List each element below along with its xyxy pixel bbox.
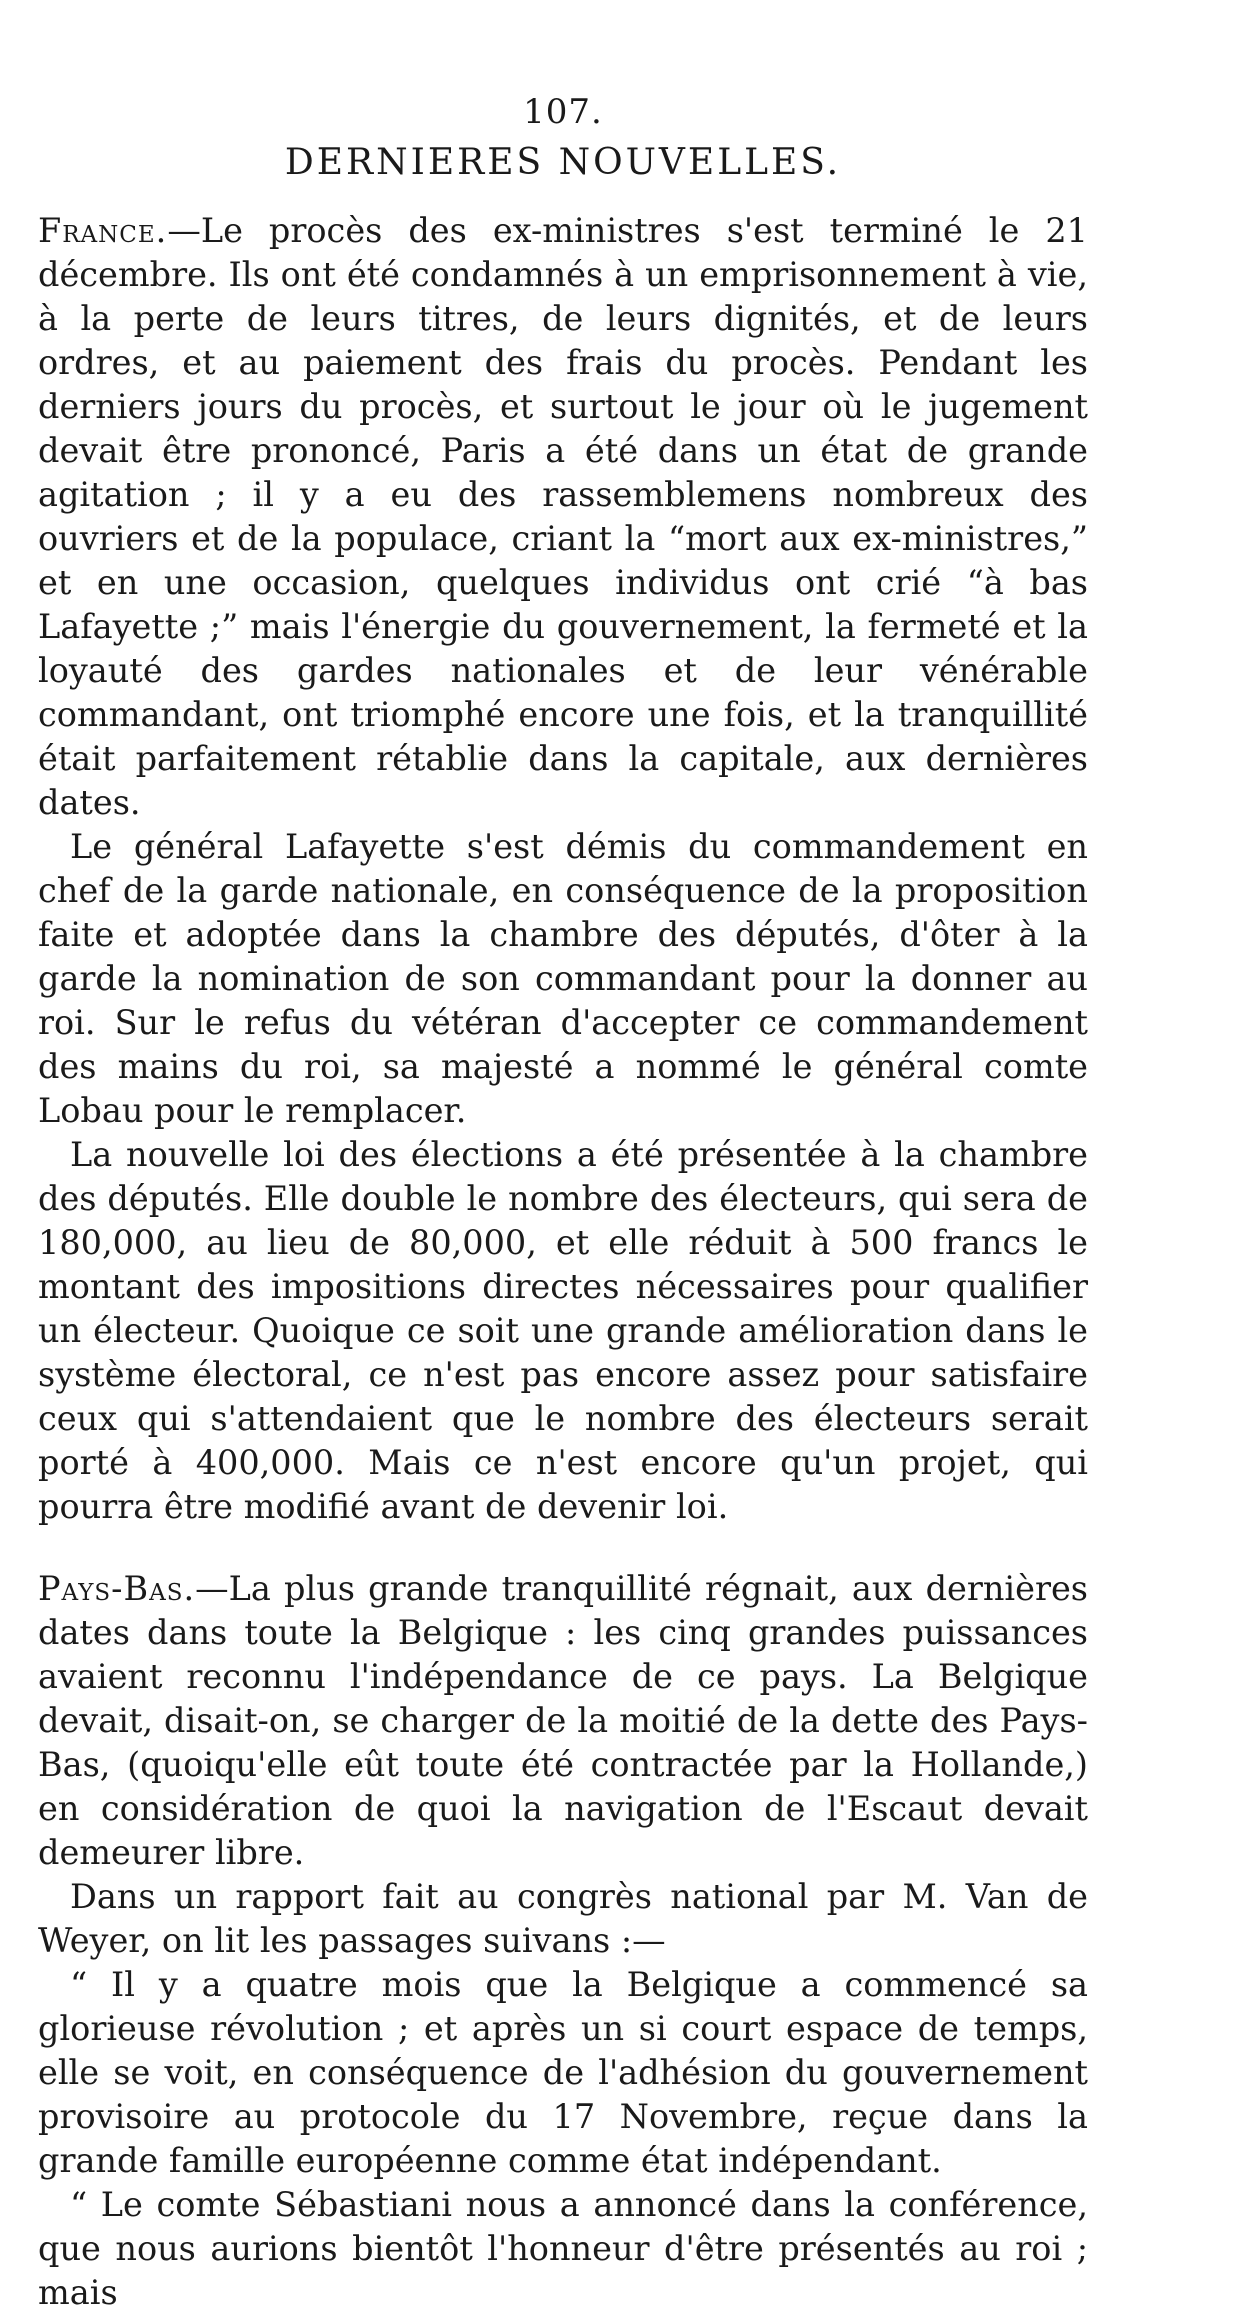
paragraph-france-2: Le général Lafayette s'est démis du commandement en chef de la garde nationale, en conséquence de la proposition faite et adoptée dans la chambre des députés, d'ôter à la garde la nomination de son commandant pour la donner au roi. Sur le refus du vétéran d'accepter ce commandement des mains du roi, sa majesté a nommé le général comte Lobau pour le remplacer.	[38, 827, 1088, 1130]
paragraph-france-1-text: —Le procès des ex-ministres s'est terminé le 21 décembre. Ils ont été condamnés à un emprisonnement à vie, à la perte de leurs titres, de leurs dignités, et de leurs ordres, et au paiement des frais du procès. Pendant les derniers jours du procès, et surtout le jour où le jugement devait être prononcé, Paris a été dans un état de grande agitation ; il y a eu des rassemblemens nombreux des ouvriers et de la populace, criant la “mort aux ex-ministres,” et en une occasion, quelques individus ont crié “à bas Lafayette ;” mais l'énergie du gouvernement, la fermeté et la loyauté des gardes nationales et de leur vénérable commandant, ont triomphé encore une fois, et la tranquillité était parfaitement rétablie dans la capitale, aux dernières dates.	[38, 211, 1088, 822]
paragraph-france-1	[38, 209, 1088, 825]
section-title: DERNIERES NOUVELLES.	[284, 142, 842, 183]
page-number: 107.	[523, 92, 603, 132]
heading-france: France.	[38, 211, 168, 250]
paragraph-france-3: La nouvelle loi des élections a été présentée à la chambre des députés. Elle double le nombre des électeurs, qui sera de 180,000, au lieu de 80,000, et elle réduit à 500 francs le montant des impositions directes nécessaires pour qualifier un électeur. Quoique ce soit une grande amélioration dans le système électoral, ce n'est pas encore assez pour satisfaire ceux qui s'attendaient que le nombre des électeurs serait porté à 400,000. Mais ce n'est encore qu'un projet, qui pourra être modifié avant de devenir loi.	[38, 1135, 1088, 1526]
paragraph-paysbas-4: “ Le comte Sébastiani nous a annoncé dans la conférence, que nous aurions bientôt l'honneur d'être présentés au roi ; mais	[38, 2185, 1088, 2312]
paragraph-paysbas-2: Dans un rapport fait au congrès national par M. Van de Weyer, on lit les passages suivans :—	[38, 1877, 1088, 1960]
paragraph-paysbas-1	[38, 1567, 1088, 1875]
paragraph-paysbas-3: “ Il y a quatre mois que la Belgique a commencé sa glorieuse révolution ; et après un si court espace de temps, elle se voit, en conséquence de l'adhésion du gouvernement provisoire au protocole du 17 Novembre, reçue dans la grande famille européenne comme état indépendant.	[38, 1965, 1088, 2180]
heading-pays-bas: Pays-Bas.	[38, 1569, 196, 1608]
document-page	[38, 92, 1088, 2315]
paragraph-paysbas-1-text: —La plus grande tranquillité régnait, aux dernières dates dans toute la Belgique : les cinq grandes puissances avaient reconnu l'indépendance de ce pays. La Belgique devait, disait-on, se charger de la moitié de la dette des Pays-Bas, (quoiqu'elle eût toute été contractée par la Hollande,) en considération de quoi la navigation de l'Escaut devait demeurer libre.	[38, 1569, 1088, 1872]
